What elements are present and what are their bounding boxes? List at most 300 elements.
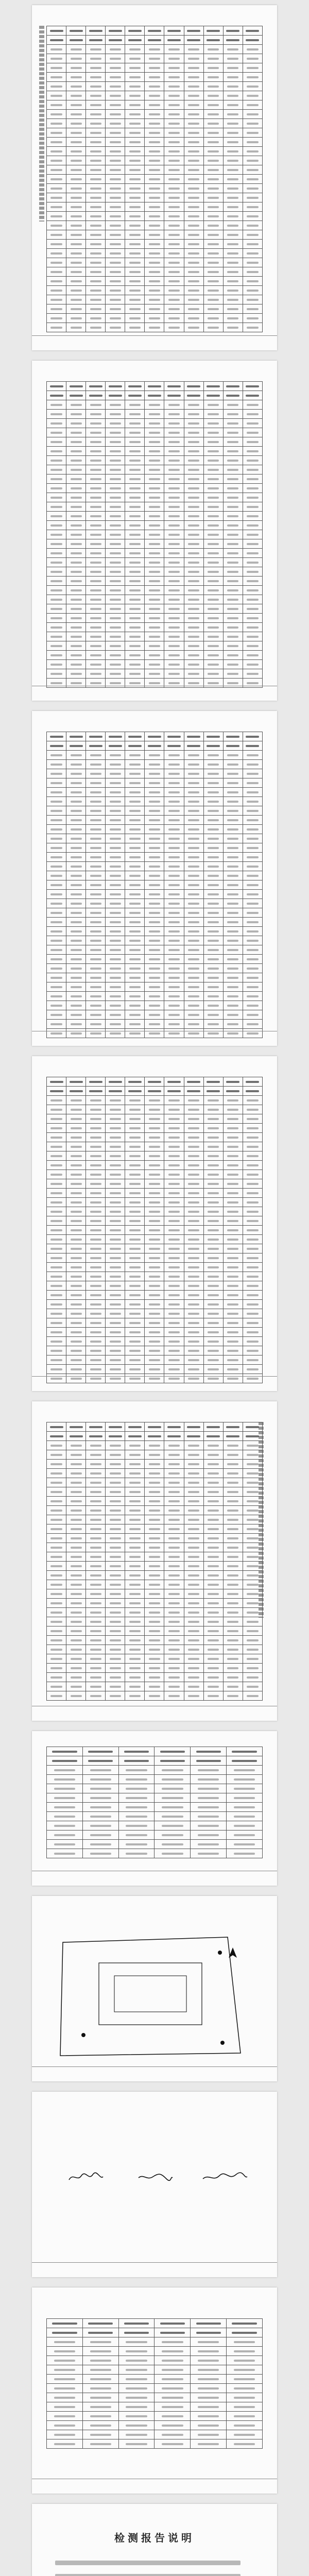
table-cell: [86, 175, 106, 184]
table-cell: [106, 797, 125, 806]
table-cell: [47, 1133, 66, 1142]
table-cell: [66, 1077, 86, 1087]
table-cell: [203, 899, 223, 908]
table-cell: [47, 927, 66, 936]
table-cell: [223, 1365, 243, 1374]
table-cell: [243, 267, 262, 277]
table-cell: [164, 1105, 184, 1114]
table-cell: [184, 530, 203, 539]
table-cell: [47, 1506, 66, 1515]
table-cell: [66, 539, 86, 549]
table-cell: [106, 539, 125, 549]
table-row: [47, 100, 263, 110]
table-row: [47, 1207, 263, 1216]
table-cell: [118, 1793, 154, 1803]
table-cell: [145, 1664, 164, 1673]
table-cell: [86, 286, 106, 295]
table-cell: [86, 1001, 106, 1010]
table-cell: [47, 437, 66, 447]
table-cell: [86, 1189, 106, 1198]
table-cell: [203, 382, 223, 391]
table-cell: [223, 595, 243, 604]
table-cell: [118, 2412, 154, 2421]
table-cell: [66, 1114, 86, 1124]
table-cell: [164, 558, 184, 567]
table-cell: [106, 314, 125, 323]
table-cell: [125, 741, 145, 751]
table-cell: [125, 45, 145, 54]
table-cell: [145, 945, 164, 955]
table-cell: [125, 1170, 145, 1179]
table-cell: [66, 400, 86, 410]
table-cell: [125, 258, 145, 267]
table-cell: [227, 1784, 263, 1793]
table-cell: [86, 843, 106, 853]
table-cell: [203, 1534, 223, 1543]
table-cell: [203, 484, 223, 493]
table-cell: [184, 1432, 203, 1441]
table-cell: [145, 474, 164, 484]
table-cell: [243, 1441, 262, 1450]
table-cell: [106, 1001, 125, 1010]
table-cell: [184, 982, 203, 992]
table-cell: [145, 212, 164, 221]
table-cell: [164, 493, 184, 502]
table-row: [47, 843, 263, 853]
table-cell: [125, 1198, 145, 1207]
table-cell: [164, 202, 184, 212]
table-cell: [243, 1328, 262, 1337]
table-cell: [203, 936, 223, 945]
table-cell: [243, 26, 262, 36]
table-cell: [184, 651, 203, 660]
table-cell: [223, 128, 243, 138]
table-cell: [223, 558, 243, 567]
table-cell: [203, 1487, 223, 1497]
table-cell: [106, 890, 125, 899]
table-cell: [145, 816, 164, 825]
table-cell: [47, 549, 66, 558]
table-cell: [47, 128, 66, 138]
table-cell: [125, 623, 145, 632]
table-cell: [223, 1682, 243, 1691]
table-cell: [145, 936, 164, 945]
table-cell: [47, 1281, 66, 1291]
table-cell: [66, 240, 86, 249]
table-cell: [118, 2365, 154, 2375]
table-cell: [66, 797, 86, 806]
table-cell: [203, 1151, 223, 1161]
table-cell: [125, 1010, 145, 1020]
table-cell: [47, 456, 66, 465]
table-cell: [145, 54, 164, 63]
table-cell: [243, 1114, 262, 1124]
table-cell: [145, 1010, 164, 1020]
table-row: [47, 1263, 263, 1272]
table-cell: [184, 577, 203, 586]
table-cell: [125, 323, 145, 332]
table-cell: [145, 955, 164, 964]
table-cell: [184, 202, 203, 212]
table-cell: [164, 1087, 184, 1096]
table-cell: [125, 1263, 145, 1272]
table-cell: [243, 1626, 262, 1636]
table-cell: [223, 614, 243, 623]
table-cell: [66, 577, 86, 586]
table-row: [47, 277, 263, 286]
table-cell: [203, 1226, 223, 1235]
table-cell: [203, 1580, 223, 1589]
table-cell: [184, 1552, 203, 1562]
table-cell: [106, 558, 125, 567]
table-cell: [125, 1562, 145, 1571]
table-cell: [164, 788, 184, 797]
table-cell: [47, 156, 66, 165]
table-cell: [164, 1664, 184, 1673]
table-cell: [66, 128, 86, 138]
table-row: [47, 1626, 263, 1636]
table-row: [47, 604, 263, 614]
table-cell: [223, 465, 243, 474]
table-row: [47, 1226, 263, 1235]
table-row: [47, 493, 263, 502]
table-cell: [191, 2328, 227, 2337]
table-cell: [145, 1562, 164, 1571]
table-cell: [243, 1673, 262, 1682]
table-cell: [145, 1133, 164, 1142]
table-cell: [184, 1272, 203, 1281]
table-cell: [145, 732, 164, 741]
table-row: [47, 1487, 263, 1497]
table-row: [47, 945, 263, 955]
table-cell: [106, 1534, 125, 1543]
table-cell: [86, 558, 106, 567]
table-cell: [203, 1432, 223, 1441]
table-cell: [243, 992, 262, 1001]
table-cell: [106, 1589, 125, 1599]
table-cell: [106, 304, 125, 314]
table-cell: [203, 1524, 223, 1534]
table-cell: [86, 1291, 106, 1300]
table-cell: [125, 437, 145, 447]
table-cell: [145, 73, 164, 82]
table-cell: [164, 945, 184, 955]
table-cell: [47, 258, 66, 267]
table-cell: [86, 1346, 106, 1355]
table-cell: [203, 410, 223, 419]
table-cell: [203, 165, 223, 175]
table-row: [47, 918, 263, 927]
table-cell: [118, 1821, 154, 1831]
table-cell: [154, 2439, 191, 2449]
table-cell: [223, 1244, 243, 1253]
table-cell: [106, 474, 125, 484]
table-row: [47, 456, 263, 465]
table-cell: [125, 1253, 145, 1263]
table-cell: [86, 502, 106, 512]
table-cell: [223, 760, 243, 769]
table-cell: [106, 741, 125, 751]
table-cell: [243, 202, 262, 212]
table-cell: [164, 138, 184, 147]
table-cell: [106, 732, 125, 741]
table-cell: [125, 1552, 145, 1562]
table-cell: [125, 1543, 145, 1552]
table-cell: [164, 1460, 184, 1469]
notes-title: 检测报告说明: [114, 2532, 195, 2544]
table-cell: [154, 1756, 191, 1766]
table-cell: [125, 1626, 145, 1636]
table-cell: [164, 1524, 184, 1534]
table-cell: [125, 138, 145, 147]
table-cell: [125, 1599, 145, 1608]
table-cell: [191, 1831, 227, 1840]
table-cell: [184, 91, 203, 100]
table-cell: [203, 1571, 223, 1580]
table-cell: [125, 484, 145, 493]
table-row: [47, 751, 263, 760]
table-cell: [47, 1151, 66, 1161]
table-cell: [243, 623, 262, 632]
table-cell: [164, 797, 184, 806]
table-cell: [203, 908, 223, 918]
table-row: [47, 1664, 263, 1673]
table-cell: [106, 1682, 125, 1691]
table-cell: [86, 1151, 106, 1161]
table-cell: [243, 1589, 262, 1599]
table-cell: [223, 175, 243, 184]
table-cell: [86, 193, 106, 202]
table-cell: [66, 862, 86, 871]
table-cell: [184, 286, 203, 295]
table-row: [47, 2319, 263, 2328]
table-cell: [243, 428, 262, 437]
table-cell: [223, 751, 243, 760]
table-cell: [243, 521, 262, 530]
table-row: [47, 973, 263, 982]
table-cell: [82, 2356, 118, 2365]
table-cell: [47, 2375, 83, 2384]
table-cell: [164, 240, 184, 249]
table-cell: [227, 1831, 263, 1840]
table-cell: [106, 73, 125, 82]
table-row: [47, 1151, 263, 1161]
table-cell: [203, 806, 223, 816]
table-cell: [203, 1365, 223, 1374]
table-cell: [125, 1654, 145, 1664]
table-cell: [66, 1422, 86, 1432]
table-cell: [106, 54, 125, 63]
table-cell: [223, 1571, 243, 1580]
page-footer: [32, 335, 277, 345]
table-cell: [164, 595, 184, 604]
table-cell: [47, 304, 66, 314]
table-cell: [243, 1272, 262, 1281]
table-cell: [106, 604, 125, 614]
table-cell: [223, 871, 243, 880]
table-cell: [86, 82, 106, 91]
table-cell: [223, 54, 243, 63]
table-cell: [47, 1272, 66, 1281]
table-cell: [86, 853, 106, 862]
table-cell: [164, 323, 184, 332]
table-row: [47, 1281, 263, 1291]
table-cell: [86, 184, 106, 193]
table-cell: [223, 258, 243, 267]
table-row: [47, 1346, 263, 1355]
table-cell: [184, 604, 203, 614]
table-cell: [203, 973, 223, 982]
table-cell: [106, 651, 125, 660]
table-cell: [243, 1654, 262, 1664]
table-cell: [243, 1365, 262, 1374]
table-cell: [154, 1849, 191, 1858]
table-cell: [203, 769, 223, 778]
table-cell: [145, 1515, 164, 1524]
table-cell: [66, 669, 86, 679]
table-cell: [243, 100, 262, 110]
table-cell: [86, 1355, 106, 1365]
table-cell: [47, 240, 66, 249]
table-cell: [164, 1001, 184, 1010]
table-cell: [125, 119, 145, 128]
table-cell: [164, 614, 184, 623]
table-cell: [125, 110, 145, 119]
table-cell: [106, 1346, 125, 1355]
report-page-1: [32, 5, 277, 350]
table-cell: [145, 1105, 164, 1114]
table-cell: [164, 982, 184, 992]
table-cell: [145, 1198, 164, 1207]
table-cell: [47, 382, 66, 391]
table-cell: [243, 890, 262, 899]
table-cell: [106, 1087, 125, 1096]
table-cell: [118, 2402, 154, 2412]
table-cell: [47, 1608, 66, 1617]
table-cell: [86, 955, 106, 964]
table-cell: [66, 1291, 86, 1300]
table-cell: [223, 1562, 243, 1571]
table-cell: [243, 1534, 262, 1543]
table-cell: [106, 936, 125, 945]
table-cell: [203, 604, 223, 614]
table-row: [47, 400, 263, 410]
table-cell: [86, 660, 106, 669]
table-cell: [47, 669, 66, 679]
table-cell: [86, 1497, 106, 1506]
table-cell: [243, 119, 262, 128]
table-cell: [243, 382, 262, 391]
table-cell: [66, 632, 86, 641]
table-cell: [47, 604, 66, 614]
table-cell: [184, 890, 203, 899]
table-cell: [191, 2347, 227, 2356]
table-cell: [145, 119, 164, 128]
table-cell: [66, 304, 86, 314]
table-cell: [106, 437, 125, 447]
table-cell: [47, 230, 66, 240]
sampling-point-marker: [220, 2041, 225, 2045]
table-cell: [243, 760, 262, 769]
table-cell: [86, 751, 106, 760]
table-cell: [164, 484, 184, 493]
table-cell: [243, 769, 262, 778]
table-cell: [47, 1001, 66, 1010]
table-row: [47, 741, 263, 751]
table-cell: [47, 1487, 66, 1497]
table-cell: [86, 1599, 106, 1608]
table-cell: [184, 632, 203, 641]
table-cell: [164, 1450, 184, 1460]
table-cell: [223, 1654, 243, 1664]
table-cell: [106, 1487, 125, 1497]
table-cell: [66, 1432, 86, 1441]
table-cell: [86, 156, 106, 165]
table-cell: [191, 2421, 227, 2430]
table-cell: [164, 1673, 184, 1682]
table-cell: [164, 1626, 184, 1636]
page-footer: [32, 1706, 277, 1716]
table-cell: [227, 2347, 263, 2356]
table-cell: [47, 1355, 66, 1365]
table-cell: [66, 623, 86, 632]
table-cell: [164, 82, 184, 91]
table-cell: [66, 249, 86, 258]
table-cell: [106, 382, 125, 391]
table-cell: [184, 732, 203, 741]
table-cell: [145, 1226, 164, 1235]
table-cell: [223, 567, 243, 577]
table-cell: [82, 1849, 118, 1858]
table-cell: [223, 502, 243, 512]
table-cell: [118, 2319, 154, 2328]
table-cell: [106, 156, 125, 165]
table-cell: [203, 1216, 223, 1226]
table-row: [47, 138, 263, 147]
table-cell: [86, 428, 106, 437]
table-cell: [184, 1524, 203, 1534]
table-cell: [66, 26, 86, 36]
table-row: [47, 91, 263, 100]
table-row: [47, 230, 263, 240]
table-cell: [66, 853, 86, 862]
table-cell: [106, 1497, 125, 1506]
table-cell: [86, 484, 106, 493]
table-cell: [145, 741, 164, 751]
table-row: [47, 567, 263, 577]
table-cell: [184, 1469, 203, 1478]
table-cell: [164, 1506, 184, 1515]
sampling-point-marker: [218, 1951, 222, 1955]
table-cell: [66, 816, 86, 825]
table-grid: [46, 2318, 263, 2449]
table-cell: [243, 73, 262, 82]
table-cell: [145, 1001, 164, 1010]
table-row: [47, 2365, 263, 2375]
table-cell: [145, 890, 164, 899]
table-cell: [191, 1793, 227, 1803]
table-cell: [184, 1673, 203, 1682]
report-page-2: [32, 361, 277, 701]
table-cell: [106, 110, 125, 119]
table-cell: [184, 1645, 203, 1654]
table-cell: [164, 1114, 184, 1124]
table-cell: [66, 1552, 86, 1562]
table-cell: [145, 1291, 164, 1300]
table-cell: [184, 871, 203, 880]
table-cell: [184, 1263, 203, 1272]
table-cell: [47, 521, 66, 530]
